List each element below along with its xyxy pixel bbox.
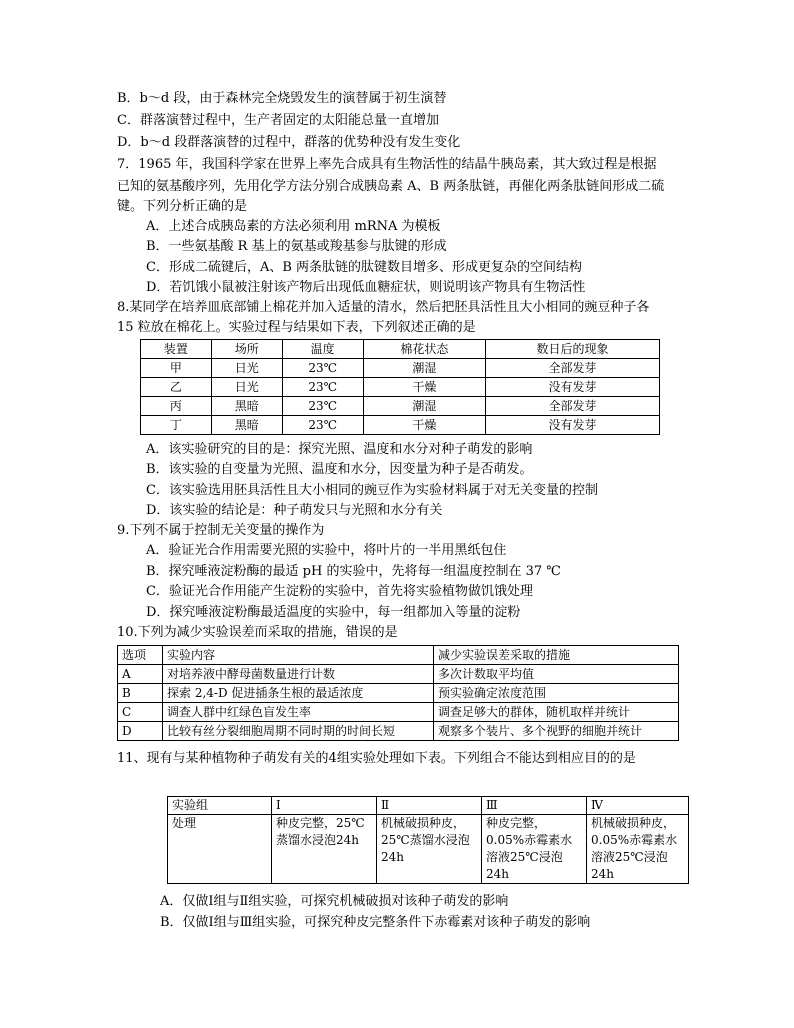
table-cell: 日光 [211,359,282,378]
question-11-stem: 11、现有与某种植物种子萌发有关的4组实验处理如下表。下列组合不能达到相应目的的是 [117,751,636,766]
table-question-8 [140,339,660,435]
question-9-option-c: C．验证光合作用能产生淀粉的实验中，首先将实验植物做饥饿处理 [146,584,533,599]
table-question-10 [117,645,679,741]
table-cell: 全部发芽 [486,397,660,416]
table-question-11 [167,796,689,884]
question-7-option-c: C．形成二硫键后，A、B 两条肽链的肽键数目增多、形成更复杂的空间结构 [146,260,583,275]
table-header-cell: 装置 [141,340,212,359]
table-cell: D [118,722,163,741]
table-cell: 对培养液中酵母菌数量进行计数 [163,665,434,684]
table-row [141,416,660,435]
question-8-option-c: C．该实验选用胚具活性且大小相同的豌豆作为实验材料属于对无关变量的控制 [146,483,598,498]
table-cell: 探索 2,4-D 促进插条生根的最适浓度 [163,684,434,703]
table-header-cell: Ⅰ [272,797,377,815]
table-header-row [141,340,660,359]
question-9-option-b: B．探究唾液淀粉酶的最适 pH 的实验中，先将每一组温度控制在 37 ℃ [146,564,561,579]
question-8-stem-2: 15 粒放在棉花上。实验过程与结果如下表，下列叙述正确的是 [117,320,476,335]
table-cell: 机械破损种皮，0.05%赤霉素水溶液25℃浸泡24h [587,815,689,884]
question-8-stem-1: 8.某同学在培养皿底部铺上棉花并加入适量的清水，然后把胚具活性且大小相同的豌豆种子各 [117,300,650,315]
question-11-option-a: A．仅做Ⅰ组与Ⅱ组实验，可探究机械破损对该种子萌发的影响 [160,894,509,909]
table-row [141,397,660,416]
question-9-option-a: A．验证光合作用需要光照的实验中，将叶片的一半用黑纸包住 [146,543,507,558]
question-9-stem: 9.下列不属于控制无关变量的操作为 [117,523,325,538]
question-7-stem-3: 键。下列分析正确的是 [117,199,248,214]
table-cell: A [118,665,163,684]
table-header-cell: 数日后的现象 [486,340,660,359]
table-row [118,722,679,741]
table-cell: 黑暗 [211,397,282,416]
table-cell: 调查人群中红绿色盲发生率 [163,703,434,722]
table-cell: 全部发芽 [486,359,660,378]
table-cell: 种皮完整，0.05%赤霉素水溶液25℃浸泡24h [482,815,587,884]
table-cell: 潮湿 [363,397,485,416]
table-cell: 没有发芽 [486,416,660,435]
question-8-option-b: B．该实验的自变量为光照、温度和水分，因变量为种子是否萌发。 [146,462,533,477]
table-header-cell: Ⅱ [377,797,482,815]
question-7-stem-1: 7．1965 年，我国科学家在世界上率先合成具有生物活性的结晶牛胰岛素，其大致过程是根据 [117,157,657,172]
question-7-option-a: A．上述合成胰岛素的方法必须利用 mRNA 为模板 [146,219,441,234]
table-row [141,378,660,397]
table-cell: 丁 [141,416,212,435]
table-row [118,665,679,684]
table-cell: 调查足够大的群体，随机取样并统计 [434,703,679,722]
option-b-line: B．b～d 段，由于森林完全烧毁发生的演替属于初生演替 [117,91,447,106]
table-row [168,815,689,884]
table-header-cell: 实验组 [168,797,272,815]
table-cell: 比较有丝分裂细胞周期不同时期的时间长短 [163,722,434,741]
table-header-cell: 选项 [118,646,163,665]
question-9-option-d: D．探究唾液淀粉酶最适温度的实验中，每一组都加入等量的淀粉 [146,605,521,620]
table-cell: 没有发芽 [486,378,660,397]
table-cell: 多次计数取平均值 [434,665,679,684]
table-cell: 干燥 [363,378,485,397]
question-7-option-d: D．若饥饿小鼠被注射该产物后出现低血糖症状，则说明该产物具有生物活性 [146,280,586,295]
table-cell: C [118,703,163,722]
table-header-row [168,797,689,815]
option-d-line: D．b～d 段群落演替的过程中，群落的优势种没有发生变化 [117,135,461,150]
table-cell: 23℃ [282,416,363,435]
table-cell: 丙 [141,397,212,416]
table-cell: 预实验确定浓度范围 [434,684,679,703]
table-cell: 23℃ [282,397,363,416]
question-11-option-b: B．仅做Ⅰ组与Ⅲ组实验，可探究种皮完整条件下赤霉素对该种子萌发的影响 [160,915,591,930]
table-header-cell: 温度 [282,340,363,359]
table-row [141,359,660,378]
table-cell: 种皮完整，25℃蒸馏水浸泡24h [272,815,377,884]
table-header-cell: Ⅳ [587,797,689,815]
table-row [118,703,679,722]
table-header-cell: 实验内容 [163,646,434,665]
table-cell: 日光 [211,378,282,397]
question-7-stem-2: 已知的氨基酸序列，先用化学方法分别合成胰岛素 A、B 两条肽链，再催化两条肽链间形成二硫 [117,179,665,194]
table-header-cell: 棉花状态 [363,340,485,359]
table-cell: 机械破损种皮，25℃蒸馏水浸泡24h [377,815,482,884]
table-header-cell: Ⅲ [482,797,587,815]
table-cell: B [118,684,163,703]
table-cell: 潮湿 [363,359,485,378]
table-cell: 观察多个装片、多个视野的细胞并统计 [434,722,679,741]
table-header-cell: 减少实验误差采取的措施 [434,646,679,665]
table-cell: 甲 [141,359,212,378]
option-c-line: C．群落演替过程中，生产者固定的太阳能总量一直增加 [117,113,439,128]
table-header-row [118,646,679,665]
table-cell: 乙 [141,378,212,397]
table-cell: 黑暗 [211,416,282,435]
table-header-cell: 场所 [211,340,282,359]
question-8-option-d: D．该实验的结论是：种子萌发只与光照和水分有关 [146,503,443,518]
table-cell: 23℃ [282,378,363,397]
table-row [118,684,679,703]
table-cell: 23℃ [282,359,363,378]
question-7-option-b: B．一些氨基酸 R 基上的氨基或羧基参与肽键的形成 [146,239,447,254]
table-cell: 干燥 [363,416,485,435]
table-row-label: 处理 [168,815,272,884]
question-10-stem: 10.下列为减少实验误差而采取的措施，错误的是 [117,625,398,640]
question-8-option-a: A．该实验研究的目的是：探究光照、温度和水分对种子萌发的影响 [146,442,533,457]
